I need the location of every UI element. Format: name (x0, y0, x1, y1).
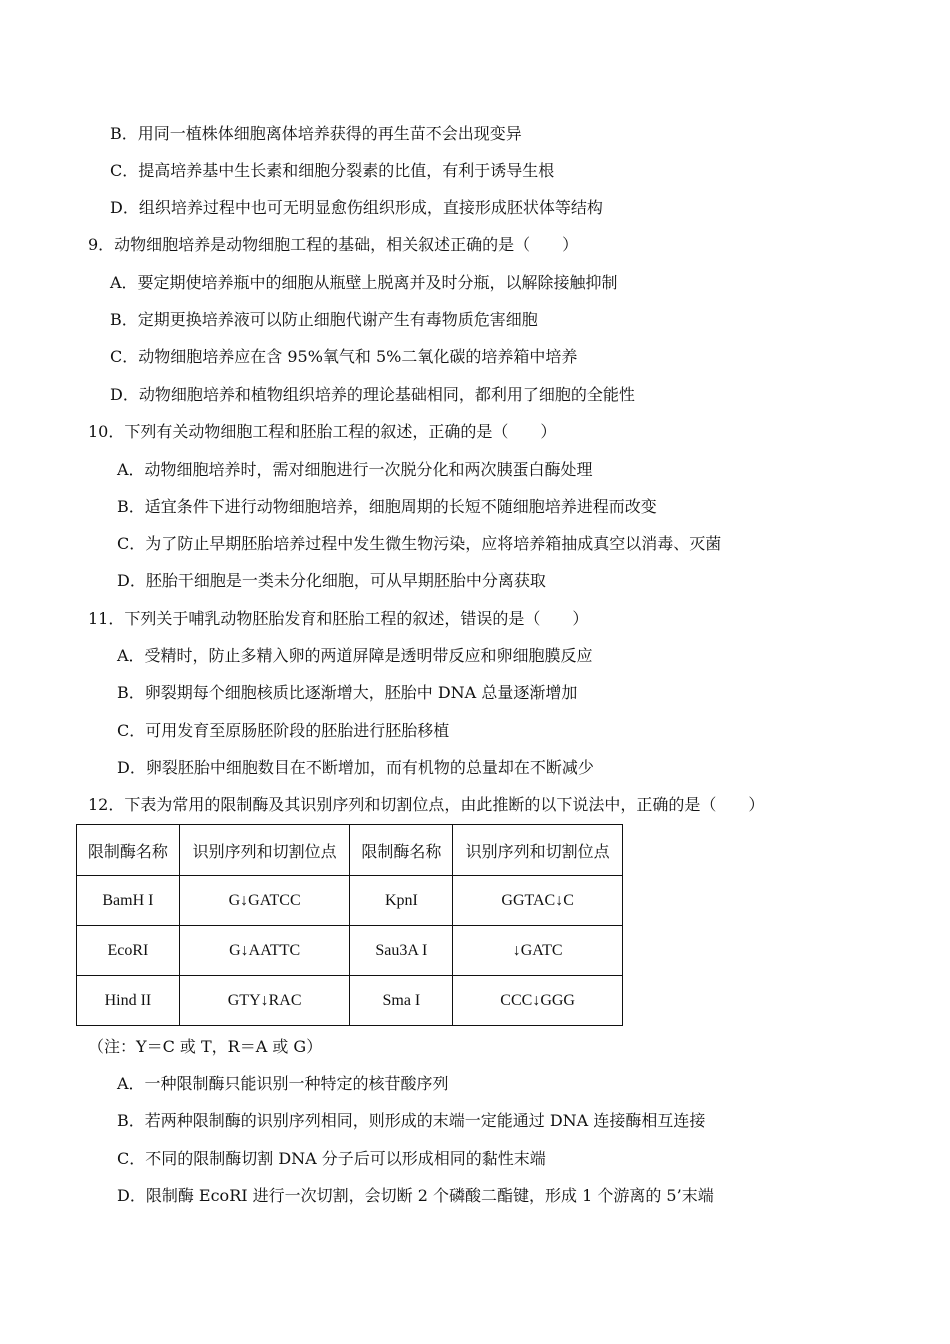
q10-option-d: D．胚胎干细胞是一类未分化细胞，可从早期胚胎中分离获取 (117, 571, 546, 590)
sequence-cell: G↓AATTC (179, 926, 350, 976)
sequence-cell: GTY↓RAC (179, 976, 350, 1026)
q11-option-c: C．可用发育至原肠胚阶段的胚胎进行胚胎移植 (117, 721, 450, 740)
sequence-cell: G↓GATCC (179, 876, 350, 926)
table-header-cell: 限制酶名称 (77, 825, 180, 876)
q12-option-b: B．若两种限制酶的识别序列相同，则形成的末端一定能通过 DNA 连接酶相互连接 (117, 1111, 706, 1130)
restriction-enzyme-table (76, 824, 623, 1026)
q11-option-d: D．卵裂胚胎中细胞数目在不断增加，而有机物的总量却在不断减少 (117, 758, 594, 777)
enzyme-name-cell: Sau3A I (350, 926, 453, 976)
enzyme-name-cell: KpnI (350, 876, 453, 926)
sequence-cell: CCC↓GGG (453, 976, 623, 1026)
q12-option-a: A．一种限制酶只能识别一种特定的核苷酸序列 (117, 1074, 449, 1093)
q11-option-a: A．受精时，防止多精入卵的两道屏障是透明带反应和卵细胞膜反应 (117, 646, 593, 665)
q10-option-c: C．为了防止早期胚胎培养过程中发生微生物污染，应将培养箱抽成真空以消毒、灭菌 (117, 534, 722, 553)
table-header-row (77, 825, 623, 876)
sequence-cell: GGTAC↓C (453, 876, 623, 926)
table-header-cell: 识别序列和切割位点 (453, 825, 623, 876)
table-header-cell: 限制酶名称 (350, 825, 453, 876)
q9-stem: 9．动物细胞培养是动物细胞工程的基础，相关叙述正确的是（ ） (88, 235, 579, 254)
q11-option-b: B．卵裂期每个细胞核质比逐渐增大，胚胎中 DNA 总量逐渐增加 (117, 683, 578, 702)
enzyme-name-cell: EcoRI (77, 926, 180, 976)
enzyme-name-cell: BamH I (77, 876, 180, 926)
q8-option-c: C．提高培养基中生长素和细胞分裂素的比值，有利于诱导生根 (110, 161, 555, 180)
q10-option-a: A．动物细胞培养时，需对细胞进行一次脱分化和两次胰蛋白酶处理 (117, 460, 593, 479)
q8-option-d: D．组织培养过程中也可无明显愈伤组织形成，直接形成胚状体等结构 (110, 198, 603, 217)
table-row (77, 976, 623, 1026)
table-header-cell: 识别序列和切割位点 (179, 825, 350, 876)
q9-option-c: C．动物细胞培养应在含 95%氧气和 5%二氧化碳的培养箱中培养 (110, 347, 578, 366)
table-note: （注：Y＝C 或 T，R＝A 或 G） (88, 1037, 323, 1056)
q9-option-a: A．要定期使培养瓶中的细胞从瓶壁上脱离并及时分瓶，以解除接触抑制 (110, 273, 618, 292)
q11-stem: 11．下列关于哺乳动物胚胎发育和胚胎工程的叙述，错误的是（ ） (88, 609, 589, 628)
table-row (77, 876, 623, 926)
q10-option-b: B．适宜条件下进行动物细胞培养，细胞周期的长短不随细胞培养进程而改变 (117, 497, 657, 516)
q9-option-b: B．定期更换培养液可以防止细胞代谢产生有毒物质危害细胞 (110, 310, 538, 329)
table-row (77, 926, 623, 976)
q9-option-d: D．动物细胞培养和植物组织培养的理论基础相同，都利用了细胞的全能性 (110, 385, 635, 404)
enzyme-name-cell: Hind II (77, 976, 180, 1026)
q8-option-b: B．用同一植株体细胞离体培养获得的再生苗不会出现变异 (110, 124, 522, 143)
q10-stem: 10．下列有关动物细胞工程和胚胎工程的叙述，正确的是（ ） (88, 422, 557, 441)
enzyme-name-cell: Sma I (350, 976, 453, 1026)
q12-stem: 12．下表为常用的限制酶及其识别序列和切割位点，由此推断的以下说法中，正确的是（ ） (88, 795, 765, 814)
sequence-cell: ↓GATC (453, 926, 623, 976)
q12-option-c: C．不同的限制酶切割 DNA 分子后可以形成相同的黏性末端 (117, 1149, 546, 1168)
q12-option-d: D．限制酶 EcoRI 进行一次切割，会切断 2 个磷酸二酯键，形成 1 个游离的 5’末端 (117, 1186, 714, 1205)
